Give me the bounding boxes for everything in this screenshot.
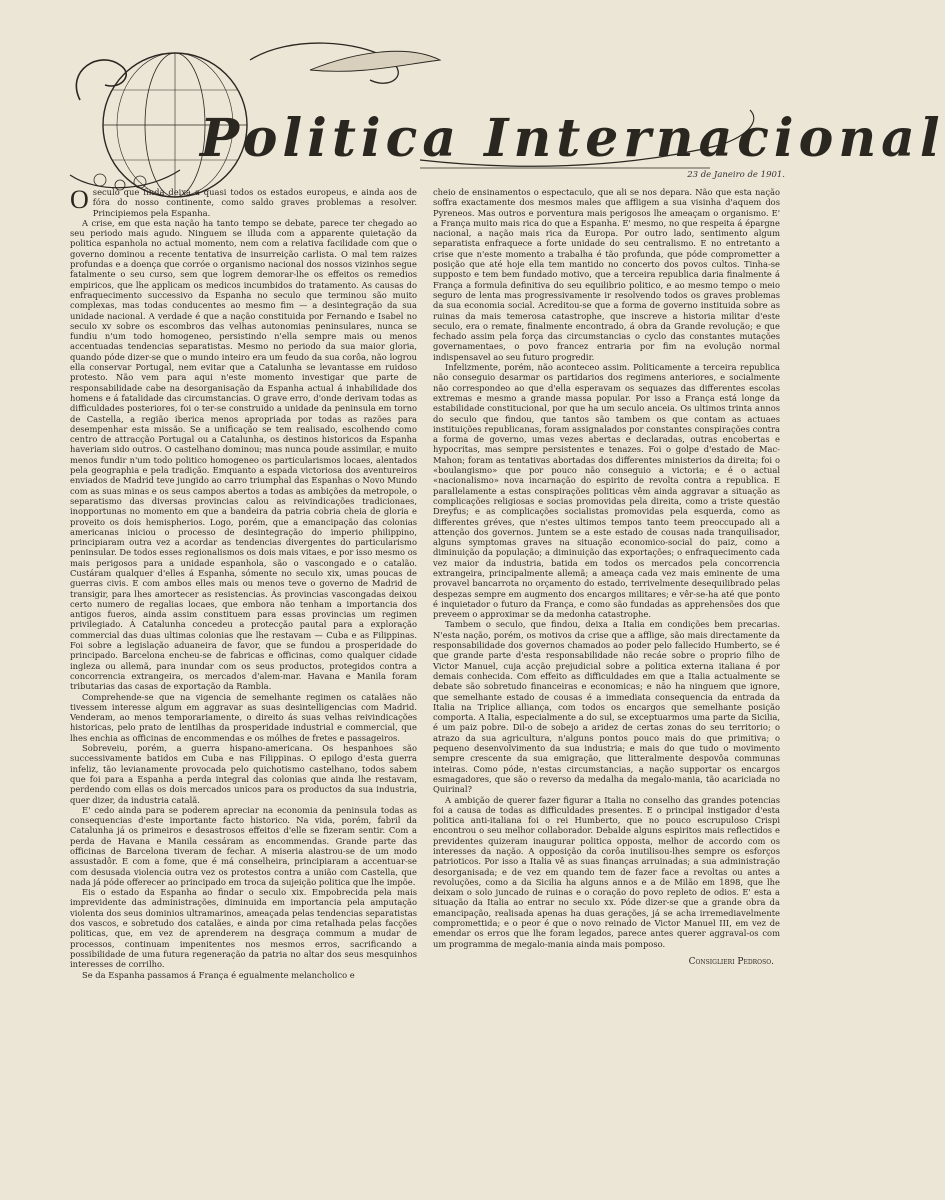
article-paragraph: Tambem o seculo, que findou, deixa a Italia em condições bem precarias. N'esta nação, porém, os motivos da crise que a afflige, são mais directamente da responsabilidade dos governos chamados ao poder pelo fallecido Humberto, se é que grande parte d'esta responsabilidade não recáe sobre o proprio filho de Victor Manuel, cuja acção prejudicial sobre a politica externa italiana é por demais conhecida. Com effeito as difficuldades em que a Italia actualmente se debate são sobretudo financeiras e economicas; e não ha ninguem que ignore, que semelhante estado de cousas é a immediata consequencia da entrada da Italia na Triplice alliança, com todos os encargos que semelhante posição comporta. A Italia, especialmente a do sul, se exceptuarmos uma parte da Sicilia, é um paiz pobre. Dil-o de sobejo a aridez de certas zonas do seu territorio; o atrazo da sua agricultura, n'alguns pontos pouco mais do que primitiva; o pequeno desenvolvimento da sua industria; e mais do que tudo o movimento sempre crescente da sua emigração, que litteralmente despovôa communas inteiras. Como póde, n'estas circumstancias, a nação supportar os encargos esmagadores, que são o reverso da medalha da megalo-mania, tão acariciada no Quirinal? xyxy=(433,619,780,795)
article-paragraph: Comprehende-se que na vigencia de semelhante regimen os catalães não tivessem interesse algum em aggravar as suas desintelligencias com Madrid. Venderam, ao menos temporariamente, o direito ás suas velhas reivindicações historicas, pelo prato de lentilhas da prosperidade industrial e commercial, que lhes enchia as officinas de encommendas e os mólhes de fretes e passageiros. xyxy=(70,691,417,743)
article-paragraph: E' cedo ainda para se poderem apreciar na economia da peninsula todas as consequencias d'este importante facto historico. Na vida, porém, fabril da Catalunha já os primeiros e desastrosos effeitos d'elle se fizeram sentir. Com a perda de Havana e Manila cessáram as encommendas. Grande parte das officinas de Barcelona tiveram de fechar. A miseria alastrou-se de um modo assustadôr. E com a fome, que é má conselheira, principiaram a accentuar-se com desusada violencia outra vez os protestos contra a união com Castella, que nada já póde offerecer ao principado em troca da sujeição politica que lhe impõe. xyxy=(70,804,417,887)
article-paragraph: Infelizmente, porém, não aconteceo assim. Politicamente a terceira republica não conseguio desarmar os partidarios dos regimens anteriores, e socialmente não correspondeo ao que d'ella esperavam os sequazes das differentes escolas extremas e mesmo a grande massa popular. Por isso a França está longe da estabilidade constitucional, por que ha um seculo anceia. Os ultimos trinta annos do seculo que findou, que tantos são tambem os que contam as actuaes instituições republicanas, foram assignalados por constantes conspirações contra a forma de governo, umas vezes abertas e declaradas, outras encobertas e hypocritas, mas sempre persistentes e tenazes. Foi o golpe d'estado de Mac-Mahon; foram as tentativas abortadas dos differentes ministerios da direita; foi o «boulangismo» que por pouco não conseguio a victoria; e é o actual «nacionalismo» nova incarnação do espirito de revolta contra a republica. E parallelamente a estas conspirações politicas vêm ainda aggravar a situação as complicações religiosas e socias promovidas pela direita, como a triste questão Dreyfus; e as complicações socialistas promovidas pela esquerda, como as differentes gréves, que n'estes ultimos tempos tanto teem preoccupado ali a attenção dos governos. Juntem se a este estado de cousas nada tranquilisador, alguns symptomas graves na situação economico-social do paiz, como a diminuição da população; a diminuição das exportações; o enfraquecimento cada vez maior da industria, batida em todos os mercados pela concorrencia extrangeira, principalmente allemã; a ameaça cada vez mais eminente de uma provavel bancarrota no orçamento do estado, terrivelmente desequilibrado pelas despezas sempre em augmento dos encargos militares; e vêr-se-ha até que ponto é inquietador o futuro da França, e como são fundadas as apprehensões dos que preveem o approximar se da medonha catastrophe. xyxy=(433,362,780,620)
article-paragraph: Sobreveiu, porém, a guerra hispano-americana. Os hespanhoes são successivamente batidos em Cuba e nas Filippinas. O epilogo d'esta guerra infeliz, tão levianamente provocada pelo quichotismo castelhano, todos sabem que foi para a Espanha a perda integral das colonias que ainda lhe restavam, perdendo com ellas os dois mercados unicos para os productos da sua industria, quer dizer, da industria catalã. xyxy=(70,743,417,805)
article-paragraph xyxy=(70,187,417,218)
article-column-left xyxy=(70,187,417,1147)
article-paragraph: Eis o estado da Espanha ao findar o seculo xix. Empobrecida pela mais imprevidente das administrações, diminuida em importancia pela amputação violenta dos seus dominios ultramarinos, ameaçada pelas tendencias separatistas dos vascos, e sobretudo dos catalães, e ainda por cima retalhada pelas facções politicas, que, em vez de aprenderem na desgraça commum a mudar de processos, continuam impenitentes nos mesmos erros, sacrificando a possibilidade de uma futura regeneração da patria no altar dos seus mesquinhos interesses de corrilho. xyxy=(70,887,417,970)
dateline: 23 de Janeiro de 1901. xyxy=(687,170,785,180)
article-paragraph: cheio de ensinamentos o espectaculo, que ali se nos depara. Não que esta nação soffra exactamente dos mesmos males que affligem a sua visinha d'aquem dos Pyreneos. Mas outros e porventura mais perigosos lhe ameaçam o organismo. E' a França muito mais rica do que a Espanha. E' mesmo, no que respeita á épargne nacional, a nação mais rica da Europa. Por outro lado, sentimento algum separatista enfraquece a forte unidade do seu centralismo. E no entretanto a crise que n'este momento a trabalha é tão profunda, que póde comprometter a posição que até hoje ella tem mantido no concerto dos povos cultos. Tinha-se supposto e tem bem fundado motivo, que a terceira republica daria finalmente á França a formula definitiva do seu equilibrio politico, e ao mesmo tempo o meio seguro de lenta mas progressivamente ir resolvendo todos os graves problemas da sua economia social. Acreditou-se que a forma de governo instituida sobre as ruinas da mais temerosa catastrophe, que inscreve a historia militar d'este seculo, era o remate, finalmente encontrado, á obra da Grande revolução; e que fechado assim pela força das circumstancias o cyclo das constantes mutações governamentaes, o povo francez entraria por fim na evolução normal indispensavel ao seu futuro progredir. xyxy=(433,187,780,362)
article-columns xyxy=(70,187,780,1147)
drop-cap: O xyxy=(70,185,89,214)
article-paragraph: Se da Espanha passamos á França é egualmente melancholico e xyxy=(82,969,355,980)
author-signature: Consiglieri Pedroso. xyxy=(688,956,774,967)
article-paragraph: A ambição de querer fazer figurar a Italia no conselho das grandes potencias foi a causa de todas as difficuldades presentes. E o principal instigador d'esta politica anti-italiana foi o rei Humberto, que no pouco escrupuloso Crispi encontrou o seu melhor collaborador. Debalde alguns espiritos mais reflectidos e previdentes quizeram inaugurar politica opposta, melhor de accordo com os interesses da nação. A opposição da corôa inutilisou-lhes sempre os esforços patrioticos. Por isso a Italia vê as suas finanças arruinadas; a sua administração desorganisada; e de vez em quando tem de fazer face a revoltas ou antes a revoluções, como a da Sicilia ha alguns annos e a de Milão em 1898, que lhe deixam o solo juncado de ruinas e o coração do povo repleto de odios. E' esta a situação da Italia ao entrar no seculo xx. Póde dizer-se que a grande obra da emancipação, realisada apenas ha duas gerações, já se acha irremediavelmente compromettida; e o peor é que o novo reinado de Victor Manuel III, em vez de emendar os erros que lhe foram legados, parece antes querer aggraval-os com um programma de megalo-mania ainda mais pomposo. xyxy=(433,794,780,949)
paragraph-text: seculo que finda deixa a quasi todos os estados europeus, e ainda aos de fóra do nosso continente, como saldo graves problemas a resolver. Principiemos pela Espanha. xyxy=(92,187,417,218)
masthead-title: Politica Internacional xyxy=(200,108,945,169)
article-column-right xyxy=(433,187,780,1147)
article-paragraph: A crise, em que esta nação ha tanto tempo se debate, parece ter chegado ao seu periodo mais agudo. Ninguem se illuda com a apparente quietação da politica espanhola no actual momento, nem com a relativa facilidade com que o governo dominou a recente tentativa de insurreição carlista. O mal tem raizes profundas e a doença que corróe o organismo nacional dos nossos vizinhos segue fatalmente o seu curso, sem que logrem demorar-lhe os effeitos os remedios empiricos, que lhe applicam os medicos incumbidos do tratamento. As causas do enfraquecimento successivo da Espanha no seculo que terminou são muito complexas, mas todas conducentes ao mesmo fim — a desintegração da sua unidade nacional. A verdade é que a nação constituida por Fernando e Isabel no seculo xv sobre os escombros das velhas autonomias peninsulares, nunca se fundiu n'um todo homogeneo, persistindo n'ella sempre mais ou menos accentuadas tendencias separatistas. Mesmo no periodo da sua maior gloria, quando póde dizer-se que o mundo inteiro era um feudo da sua corôa, não logrou ella conservar Portugal, nem evitar que a Catalunha se levantasse em ruidoso protesto. Não vem para aqui n'este momento investigar que parte de responsabilidade cabe na desorganisação da Espanha actual á inhabilidade dos homens e á fatalidade das circumstancias. O grave erro, d'onde derivam todas as difficuldades posteriores, foi o ter-se construido a unidade da peninsula em torno de Castella, a região iberica menos apropriada por todas as razões para desempenhar esta missão. Se a unificação se tem realisado, escolhendo como centro de attracção Portugal ou a Catalunha, os destinos historicos da Espanha haveriam sido outros. O castelhano dominou; mas nunca poude assimilar, e muito menos fundir n'um todo politico homogeneo os particularismos locaes, alentados pela geographia e pela tradição. Emquanto a espada victoriosa dos aventureiros enviados de Madrid teve jungido ao carro triumphal das Espanhas o Novo Mundo com as suas minas e os seus campos abertos a todas as ambições da metropole, o separatismo das diversas provincias calou as reivindicações tradicionaes, inopportunas no momento em que a bandeira da patria cobria cheia de gloria e proveito os dois hemispherios. Logo, porém, que a emancipação das colonias americanas iniciou o processo de desintegração do imperio philippino, principiaram outra vez a acordar as tendencias divergentes do particularismo peninsular. De todos esses regionalismos os dois mais vitaes, e por isso mesmo os mais perigosos para a unidade espanhola, são o vascongado e o catalão. Custáram qualquer d'elles á Espanha, sómente no seculo xix, umas poucas de guerras civis. E com ambos elles mais ou menos teve o governo de Madrid de transigir, para lhes amortecer as resistencias. Ás provincias vascongadas deixou certo numero de regalias locaes, que embora não tenham a importancia dos antigos fueros, ainda assim constituem para essas provincias um regimen privilegiado. Á Catalunha concedeu a protecção pautal para a exploração commercial das duas ultimas colonias que lhe restavam — Cuba e as Filippinas. Foi sobre a legislação aduaneira de favor, que se fundou a prosperidade do principado. Barcelona encheu-se de fabricas e officinas, como qualquer cidade ingleza ou allemã, para inundar com os seus productos, protegidos contra a concorrencia extrangeira, os mercados d'alem-mar. Havana e Manila foram tributarias das casas de exportação da Rambla. xyxy=(70,217,417,692)
masthead xyxy=(60,30,945,200)
